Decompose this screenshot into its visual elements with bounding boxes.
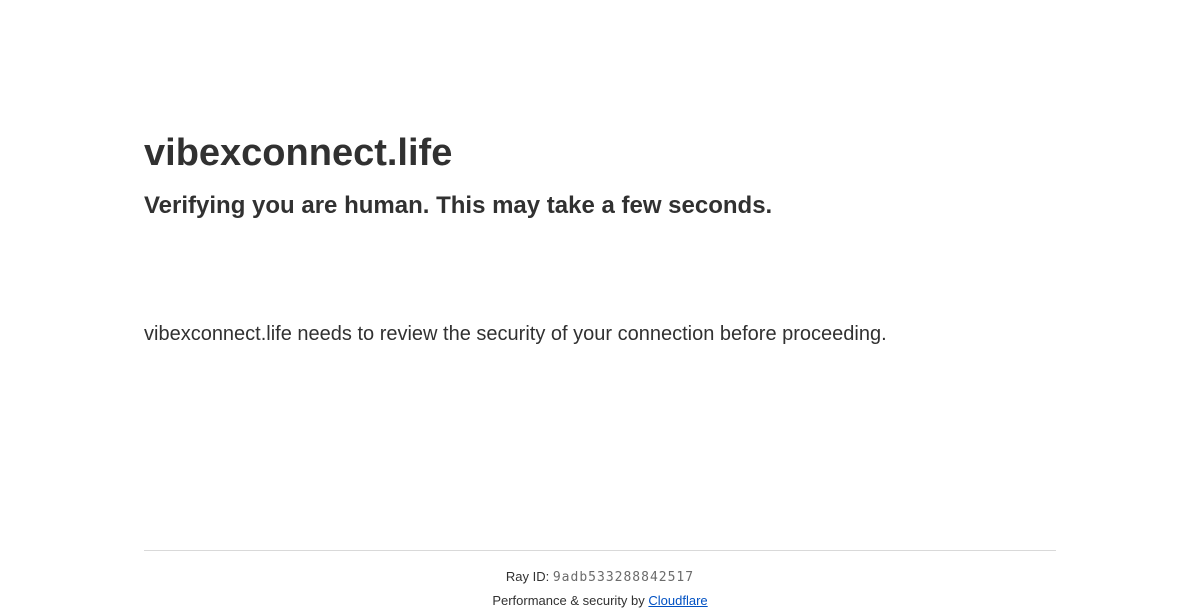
verification-status-text: Verifying you are human. This may take a few seconds. xyxy=(144,191,773,219)
ray-id-value: 9adb533288842517 xyxy=(552,570,695,585)
ray-id-label: Ray ID: xyxy=(505,569,550,584)
footer xyxy=(144,550,1056,609)
site-title: vibexconnect.life xyxy=(144,132,453,174)
ray-id-line xyxy=(144,551,1056,586)
security-line xyxy=(144,593,1056,609)
security-review-message: vibexconnect.life needs to review the security of your connection before proceeding. xyxy=(144,322,887,345)
cloudflare-link[interactable]: Cloudflare xyxy=(648,593,708,608)
security-text: Performance & security by xyxy=(492,593,645,608)
challenge-widget-area xyxy=(144,221,1056,316)
main-content xyxy=(144,0,1056,352)
